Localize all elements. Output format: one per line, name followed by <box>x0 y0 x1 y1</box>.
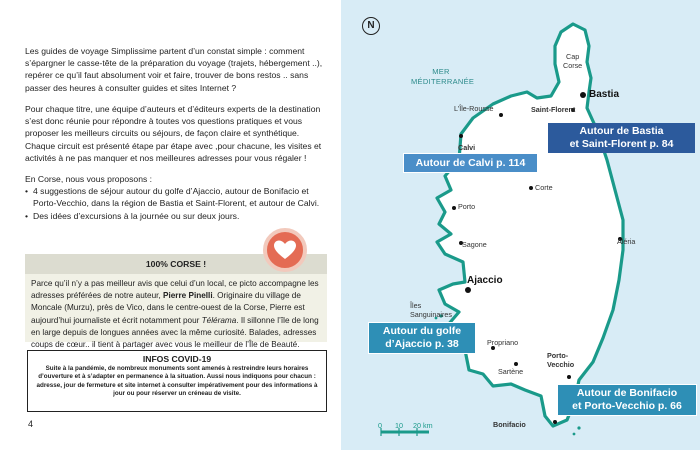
left-page <box>0 0 341 450</box>
city-dot <box>567 375 571 379</box>
sea-label <box>411 67 475 87</box>
callout-line: et Saint-Florent p. 84 <box>569 138 674 150</box>
callout-line: Autour du golfe <box>382 325 462 337</box>
place-label: Corse <box>563 61 583 70</box>
place-sagone: Sagone <box>462 240 487 249</box>
scale-label: 0 <box>378 421 382 430</box>
local-tip-text-part: . Il sillonne l’île de long en large depuis de longues années avec la même curiosité. Balades, adresses coups de cœur.. il tient à partager avec vous le meilleur de l’Île de Beauté. <box>31 315 319 350</box>
heart-icon <box>263 228 307 272</box>
intro-paragraph <box>25 45 325 94</box>
scale-label: 20 km <box>413 421 433 430</box>
corsica-map <box>341 0 700 450</box>
place-label: Porto- <box>547 351 569 360</box>
place-sartene: Sartène <box>498 367 524 376</box>
north-arrow-icon: N <box>362 17 380 35</box>
place-propriano: Propriano <box>487 338 519 347</box>
magazine-name: Télérama <box>201 315 237 325</box>
place-ajaccio: Ajaccio <box>467 275 503 286</box>
callout-bastia[interactable] <box>548 123 695 153</box>
callout-ajaccio[interactable] <box>368 322 476 354</box>
city-dot <box>452 206 456 210</box>
local-tip-title: 100% CORSE ! <box>25 254 327 274</box>
page-number: 4 <box>28 419 34 429</box>
scale-label: 10 <box>395 421 403 430</box>
callout-line: Autour de Bonifacio <box>576 387 678 399</box>
offer-item: • 4 suggestions de séjour autour du golfe d’Ajaccio, autour de Bonifacio et Porto-Vecchio, dans la région de Bastia et Saint-Florent, et autour de Calvi. <box>25 185 325 209</box>
local-tip-text-part: . Originaire du village de Moncale (Murzu), près de Vico, dans le centre-ouest de la Corse, Pierre est aujourd’hui journaliste et écrit notamment pour <box>31 291 305 325</box>
city-dot <box>580 92 586 98</box>
covid-info-box <box>27 350 327 412</box>
place-porto-vecchio <box>547 351 574 369</box>
intro-text: Les guides de voyage Simplissime partent d’un constat simple : comment s’épargner le casse-tête de la préparation du voyage (trajets, hébergement ..), repérer ce qu’il faut absolument voir et faire, trouver de bons restos .. sans passer des heures à consulter guides et sites Internet ? <box>25 46 323 93</box>
en-corse-heading: En Corse, nous vous proposons : <box>25 174 153 184</box>
corse-offer <box>25 173 325 222</box>
place-label: Cap <box>566 52 580 61</box>
map-page <box>341 0 700 450</box>
place-label: Îles <box>410 301 422 310</box>
local-tip-text-part: Parce qu’il n’y a pas meilleur avis que celui d’un local, ce picto accompagne les adresses préférées de notre auteur, <box>31 279 319 301</box>
place-calvi: Calvi <box>458 143 476 152</box>
place-corte: Corte <box>535 183 553 192</box>
sea-label-line: MER <box>432 67 450 76</box>
place-iles-sanguinaires <box>410 301 452 319</box>
place-ile-rousse: L’Île-Rousse <box>454 104 494 113</box>
description-paragraph <box>25 103 325 164</box>
place-label: Vecchio <box>547 360 575 369</box>
offer-item: • Des idées d’excursions à la journée ou sur deux jours. <box>25 210 325 222</box>
callout-line: d’Ajaccio p. 38 <box>385 338 459 350</box>
place-saint-florent: Saint-Florent <box>531 105 576 114</box>
local-tip-text <box>31 278 321 351</box>
city-dot <box>459 134 463 138</box>
place-aleria: Aléria <box>617 237 636 246</box>
city-dot <box>529 186 533 190</box>
place-porto: Porto <box>458 202 476 211</box>
callout-line: et Porto-Vecchio p. 66 <box>572 400 682 412</box>
callout-line: Autour de Bastia <box>579 125 664 137</box>
place-cap-corse <box>563 52 582 70</box>
callout-bonifacio[interactable] <box>557 384 697 416</box>
callout-calvi[interactable]: Autour de Calvi p. 114 <box>403 153 538 173</box>
covid-text: Suite à la pandémie, de nombreux monuments sont amenés à restreindre leurs horaires d’ouverture et à s’adapter en permanence à la situation. Aussi nous indiquons pour chacun : adresse, jour de fermeture et site internet à consulter impérativement pour des informations à jour ou pour réserver un créneau de visite. <box>36 365 318 398</box>
city-dot <box>514 362 518 366</box>
sea-label-line: MÉDITERRANÉE <box>411 77 475 86</box>
place-label: Sanguinaires <box>410 310 452 319</box>
city-dot <box>499 113 503 117</box>
description-text: Pour chaque titre, une équipe d’auteurs et d’éditeurs experts de la destination s’est donc réunie pour répondre à toutes vos questions pratiques et vous proposer les meilleurs circuits ou séjours, de façon claire et synthétique. Chaque circuit est présenté étape par étape avec ,pour chacune, les visites et activités à ne pas manquer et nos meilleures adresses pour vous régaler ! <box>25 104 322 163</box>
place-bonifacio: Bonifacio <box>493 420 526 429</box>
city-dot <box>553 420 557 424</box>
offer-list <box>25 185 325 222</box>
covid-title: INFOS COVID-19 <box>142 354 212 364</box>
place-bastia: Bastia <box>589 89 620 100</box>
city-dot <box>465 287 471 293</box>
author-name: Pierre Pinelli <box>163 291 213 301</box>
